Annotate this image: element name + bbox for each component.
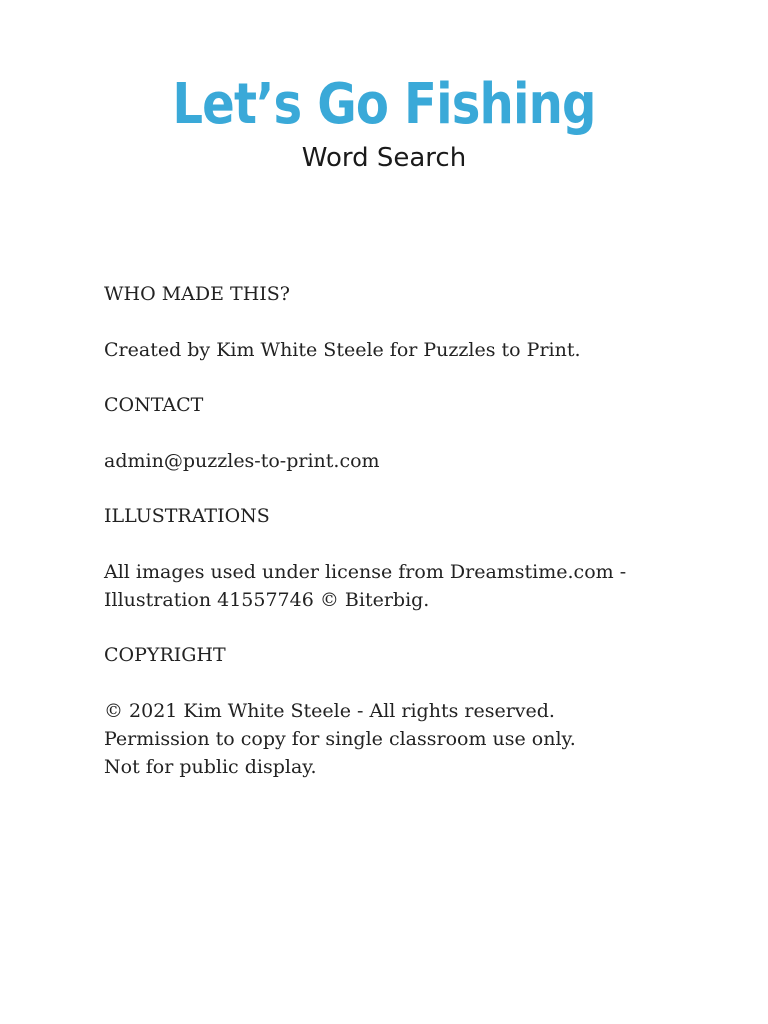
section-heading: WHO MADE THIS? [104, 283, 290, 305]
body-line: Illustration 41557746 © Biterbig. [104, 589, 430, 611]
section-body [104, 558, 684, 614]
page-subtitle: Word Search [301, 143, 467, 173]
body-line: Created by Kim White Steele for Puzzles to Print. [104, 339, 581, 361]
body-line: Permission to copy for single classroom use only. [104, 728, 576, 750]
section-body [104, 336, 684, 364]
section-contact [104, 391, 684, 475]
contact-email: admin@puzzles-to-print.com [104, 450, 380, 472]
body-line: Not for public display. [104, 756, 317, 778]
section-copyright [104, 641, 684, 781]
section-illustrations [104, 502, 684, 614]
section-who-made-this [104, 280, 684, 364]
section-heading: ILLUSTRATIONS [104, 505, 270, 527]
page-title: Let’s Go Fishing [172, 72, 596, 137]
body-line: All images used under license from Dreamstime.com - [104, 561, 627, 583]
section-heading: COPYRIGHT [104, 644, 226, 666]
body-line: © 2021 Kim White Steele - All rights reserved. [104, 700, 555, 722]
section-body [104, 447, 684, 475]
section-body [104, 697, 684, 781]
section-heading: CONTACT [104, 394, 204, 416]
credits-content [104, 280, 684, 808]
